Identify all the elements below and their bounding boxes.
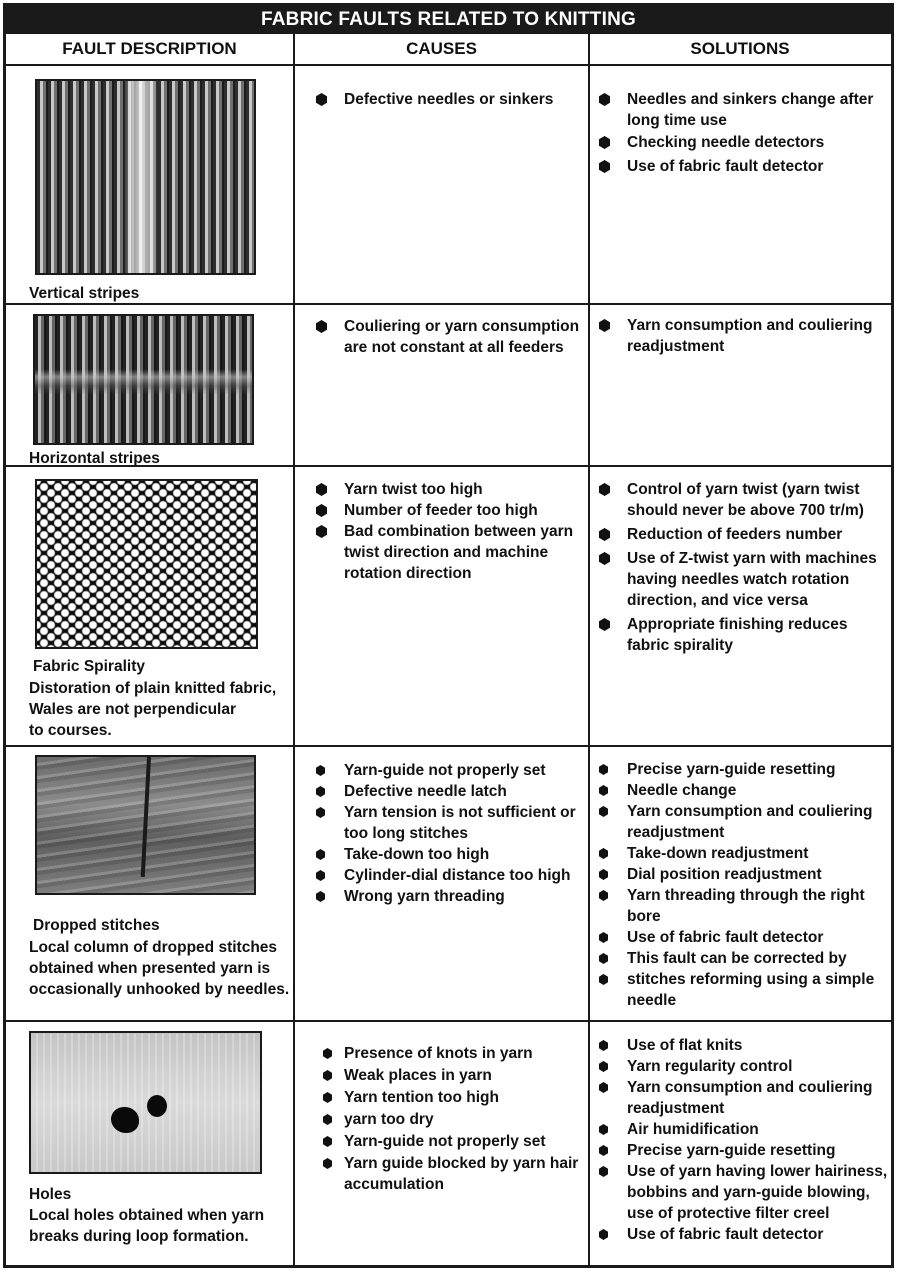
- hexagon-bullet-icon: [316, 93, 327, 106]
- hexagon-bullet-icon: [599, 869, 608, 880]
- hexagon-bullet-icon: [316, 525, 327, 538]
- vertical-stripes-fabric-image: [35, 79, 256, 275]
- fabric-spirality-image: [35, 479, 258, 649]
- horizontal-stripes-fabric-image: [33, 314, 254, 445]
- hexagon-bullet-icon: [323, 1158, 332, 1169]
- list-item: Yarn-guide not properly set: [320, 1131, 583, 1152]
- list-item: Dial position readjustment: [596, 864, 886, 885]
- solutions-list: [596, 315, 886, 357]
- table-row: [6, 66, 891, 303]
- hexagon-bullet-icon: [323, 1114, 332, 1125]
- causes-list: [320, 1043, 583, 1195]
- hexagon-bullet-icon: [599, 1145, 608, 1156]
- hexagon-bullet-icon: [316, 891, 325, 902]
- fault-name: Vertical stripes: [29, 285, 140, 302]
- list-item: Take-down too high: [313, 844, 583, 865]
- hexagon-bullet-icon: [323, 1092, 332, 1103]
- list-item: Checking needle detectors: [596, 132, 886, 153]
- list-item: Yarn-guide not properly set: [313, 760, 583, 781]
- hexagon-bullet-icon: [599, 618, 610, 631]
- holes-fabric-image: [29, 1031, 262, 1174]
- causes-list: [313, 479, 583, 584]
- hole-mark: [111, 1107, 139, 1133]
- list-item: Yarn consumption and couliering readjustment: [596, 801, 886, 843]
- hexagon-bullet-icon: [599, 953, 608, 964]
- hexagon-bullet-icon: [316, 807, 325, 818]
- list-item: Number of feeder too high: [313, 500, 583, 521]
- list-item: Take-down readjustment: [596, 843, 886, 864]
- hexagon-bullet-icon: [316, 786, 325, 797]
- hexagon-bullet-icon: [599, 806, 608, 817]
- hexagon-bullet-icon: [599, 974, 608, 985]
- list-item: Yarn guide blocked by yarn hair accumulation: [320, 1153, 583, 1195]
- list-item: Appropriate finishing reduces fabric spirality: [596, 614, 886, 656]
- list-item: Couliering or yarn consumption are not constant at all feeders: [313, 316, 583, 358]
- causes-list: [313, 316, 583, 358]
- fault-table: [3, 3, 894, 1268]
- causes-list: [313, 760, 583, 907]
- hexagon-bullet-icon: [316, 320, 327, 333]
- hexagon-bullet-icon: [599, 319, 610, 332]
- list-item: stitches reforming using a simple needle: [596, 969, 886, 1011]
- list-item: Control of yarn twist (yarn twist should never be above 700 tr/m): [596, 479, 886, 521]
- hexagon-bullet-icon: [599, 764, 608, 775]
- list-item: Yarn tention too high: [320, 1087, 583, 1108]
- solutions-list: [596, 89, 886, 177]
- hexagon-bullet-icon: [316, 849, 325, 860]
- table-row: [6, 467, 891, 745]
- list-item: yarn too dry: [320, 1109, 583, 1130]
- fault-name: Fabric Spirality: [33, 658, 145, 675]
- list-item: Presence of knots in yarn: [320, 1043, 583, 1064]
- list-item: Use of flat knits: [596, 1035, 888, 1056]
- hexagon-bullet-icon: [599, 93, 610, 106]
- hexagon-bullet-icon: [599, 160, 610, 173]
- fault-detail: Local holes obtained when yarn breaks during loop formation.: [29, 1207, 265, 1245]
- list-item: Needles and sinkers change after long time use: [596, 89, 886, 131]
- list-item: Air humidification: [596, 1119, 888, 1140]
- causes-list: [313, 89, 583, 110]
- hexagon-bullet-icon: [599, 483, 610, 496]
- hexagon-bullet-icon: [599, 785, 608, 796]
- list-item: Precise yarn-guide resetting: [596, 1140, 888, 1161]
- hexagon-bullet-icon: [316, 504, 327, 517]
- list-item: Yarn consumption and couliering readjustment: [596, 315, 886, 357]
- hexagon-bullet-icon: [599, 528, 610, 541]
- list-item: Yarn twist too high: [313, 479, 583, 500]
- hexagon-bullet-icon: [323, 1070, 332, 1081]
- list-item: Weak places in yarn: [320, 1065, 583, 1086]
- hexagon-bullet-icon: [599, 932, 608, 943]
- solutions-list: [596, 759, 886, 1011]
- header-solutions: SOLUTIONS: [690, 39, 790, 58]
- list-item: Yarn tension is not sufficient or too long stitches: [313, 802, 583, 844]
- hexagon-bullet-icon: [316, 765, 325, 776]
- header-fault-description: FAULT DESCRIPTION: [62, 39, 237, 58]
- fault-detail: Distoration of plain knitted fabric, Wales are not perpendicular to courses.: [29, 680, 277, 739]
- fault-name: Dropped stitches: [33, 917, 160, 934]
- hexagon-bullet-icon: [599, 1229, 608, 1240]
- list-item: Defective needles or sinkers: [313, 89, 583, 110]
- hexagon-bullet-icon: [316, 483, 327, 496]
- fault-detail: Local column of dropped stitches obtained when presented yarn is occasionally unhooked by needles.: [29, 939, 290, 998]
- hexagon-bullet-icon: [316, 870, 325, 881]
- hexagon-bullet-icon: [599, 848, 608, 859]
- list-item: Yarn consumption and couliering readjustment: [596, 1077, 888, 1119]
- hexagon-bullet-icon: [599, 552, 610, 565]
- list-item: Reduction of feeders number: [596, 524, 886, 545]
- solutions-list: [596, 479, 886, 656]
- table-row: [6, 747, 891, 1020]
- list-item: Needle change: [596, 780, 886, 801]
- solutions-list: [596, 1035, 888, 1245]
- hexagon-bullet-icon: [323, 1048, 332, 1059]
- hole-mark: [147, 1095, 167, 1117]
- list-item: Bad combination between yarn twist direction and machine rotation direction: [313, 521, 583, 584]
- fault-name: Holes: [29, 1186, 72, 1203]
- hexagon-bullet-icon: [599, 1082, 608, 1093]
- fault-name: Horizontal stripes: [29, 450, 160, 467]
- hexagon-bullet-icon: [599, 136, 610, 149]
- hexagon-bullet-icon: [599, 890, 608, 901]
- table-row: [6, 305, 891, 465]
- list-item: Use of fabric fault detector: [596, 927, 886, 948]
- list-item: Use of Z-twist yarn with machines having needles watch rotation direction, and vice versa: [596, 548, 886, 611]
- hexagon-bullet-icon: [599, 1061, 608, 1072]
- header-causes: CAUSES: [406, 39, 477, 58]
- dropped-stitches-fabric-image: [35, 755, 256, 895]
- table-title: FABRIC FAULTS RELATED TO KNITTING: [6, 6, 891, 34]
- dropped-column-mark: [141, 757, 151, 877]
- hexagon-bullet-icon: [323, 1136, 332, 1147]
- list-item: Precise yarn-guide resetting: [596, 759, 886, 780]
- list-item: Defective needle latch: [313, 781, 583, 802]
- hexagon-bullet-icon: [599, 1124, 608, 1135]
- list-item: Use of fabric fault detector: [596, 156, 886, 177]
- table-row: [6, 1022, 891, 1265]
- hexagon-bullet-icon: [599, 1166, 608, 1177]
- list-item: Use of yarn having lower hairiness, bobbins and yarn-guide blowing, use of protective filter creel: [596, 1161, 888, 1224]
- list-item: Wrong yarn threading: [313, 886, 583, 907]
- list-item: Yarn threading through the right bore: [596, 885, 886, 927]
- list-item: Cylinder-dial distance too high: [313, 865, 583, 886]
- list-item: This fault can be corrected by: [596, 948, 886, 969]
- list-item: Use of fabric fault detector: [596, 1224, 888, 1245]
- header-row: [6, 34, 891, 66]
- hexagon-bullet-icon: [599, 1040, 608, 1051]
- list-item: Yarn regularity control: [596, 1056, 888, 1077]
